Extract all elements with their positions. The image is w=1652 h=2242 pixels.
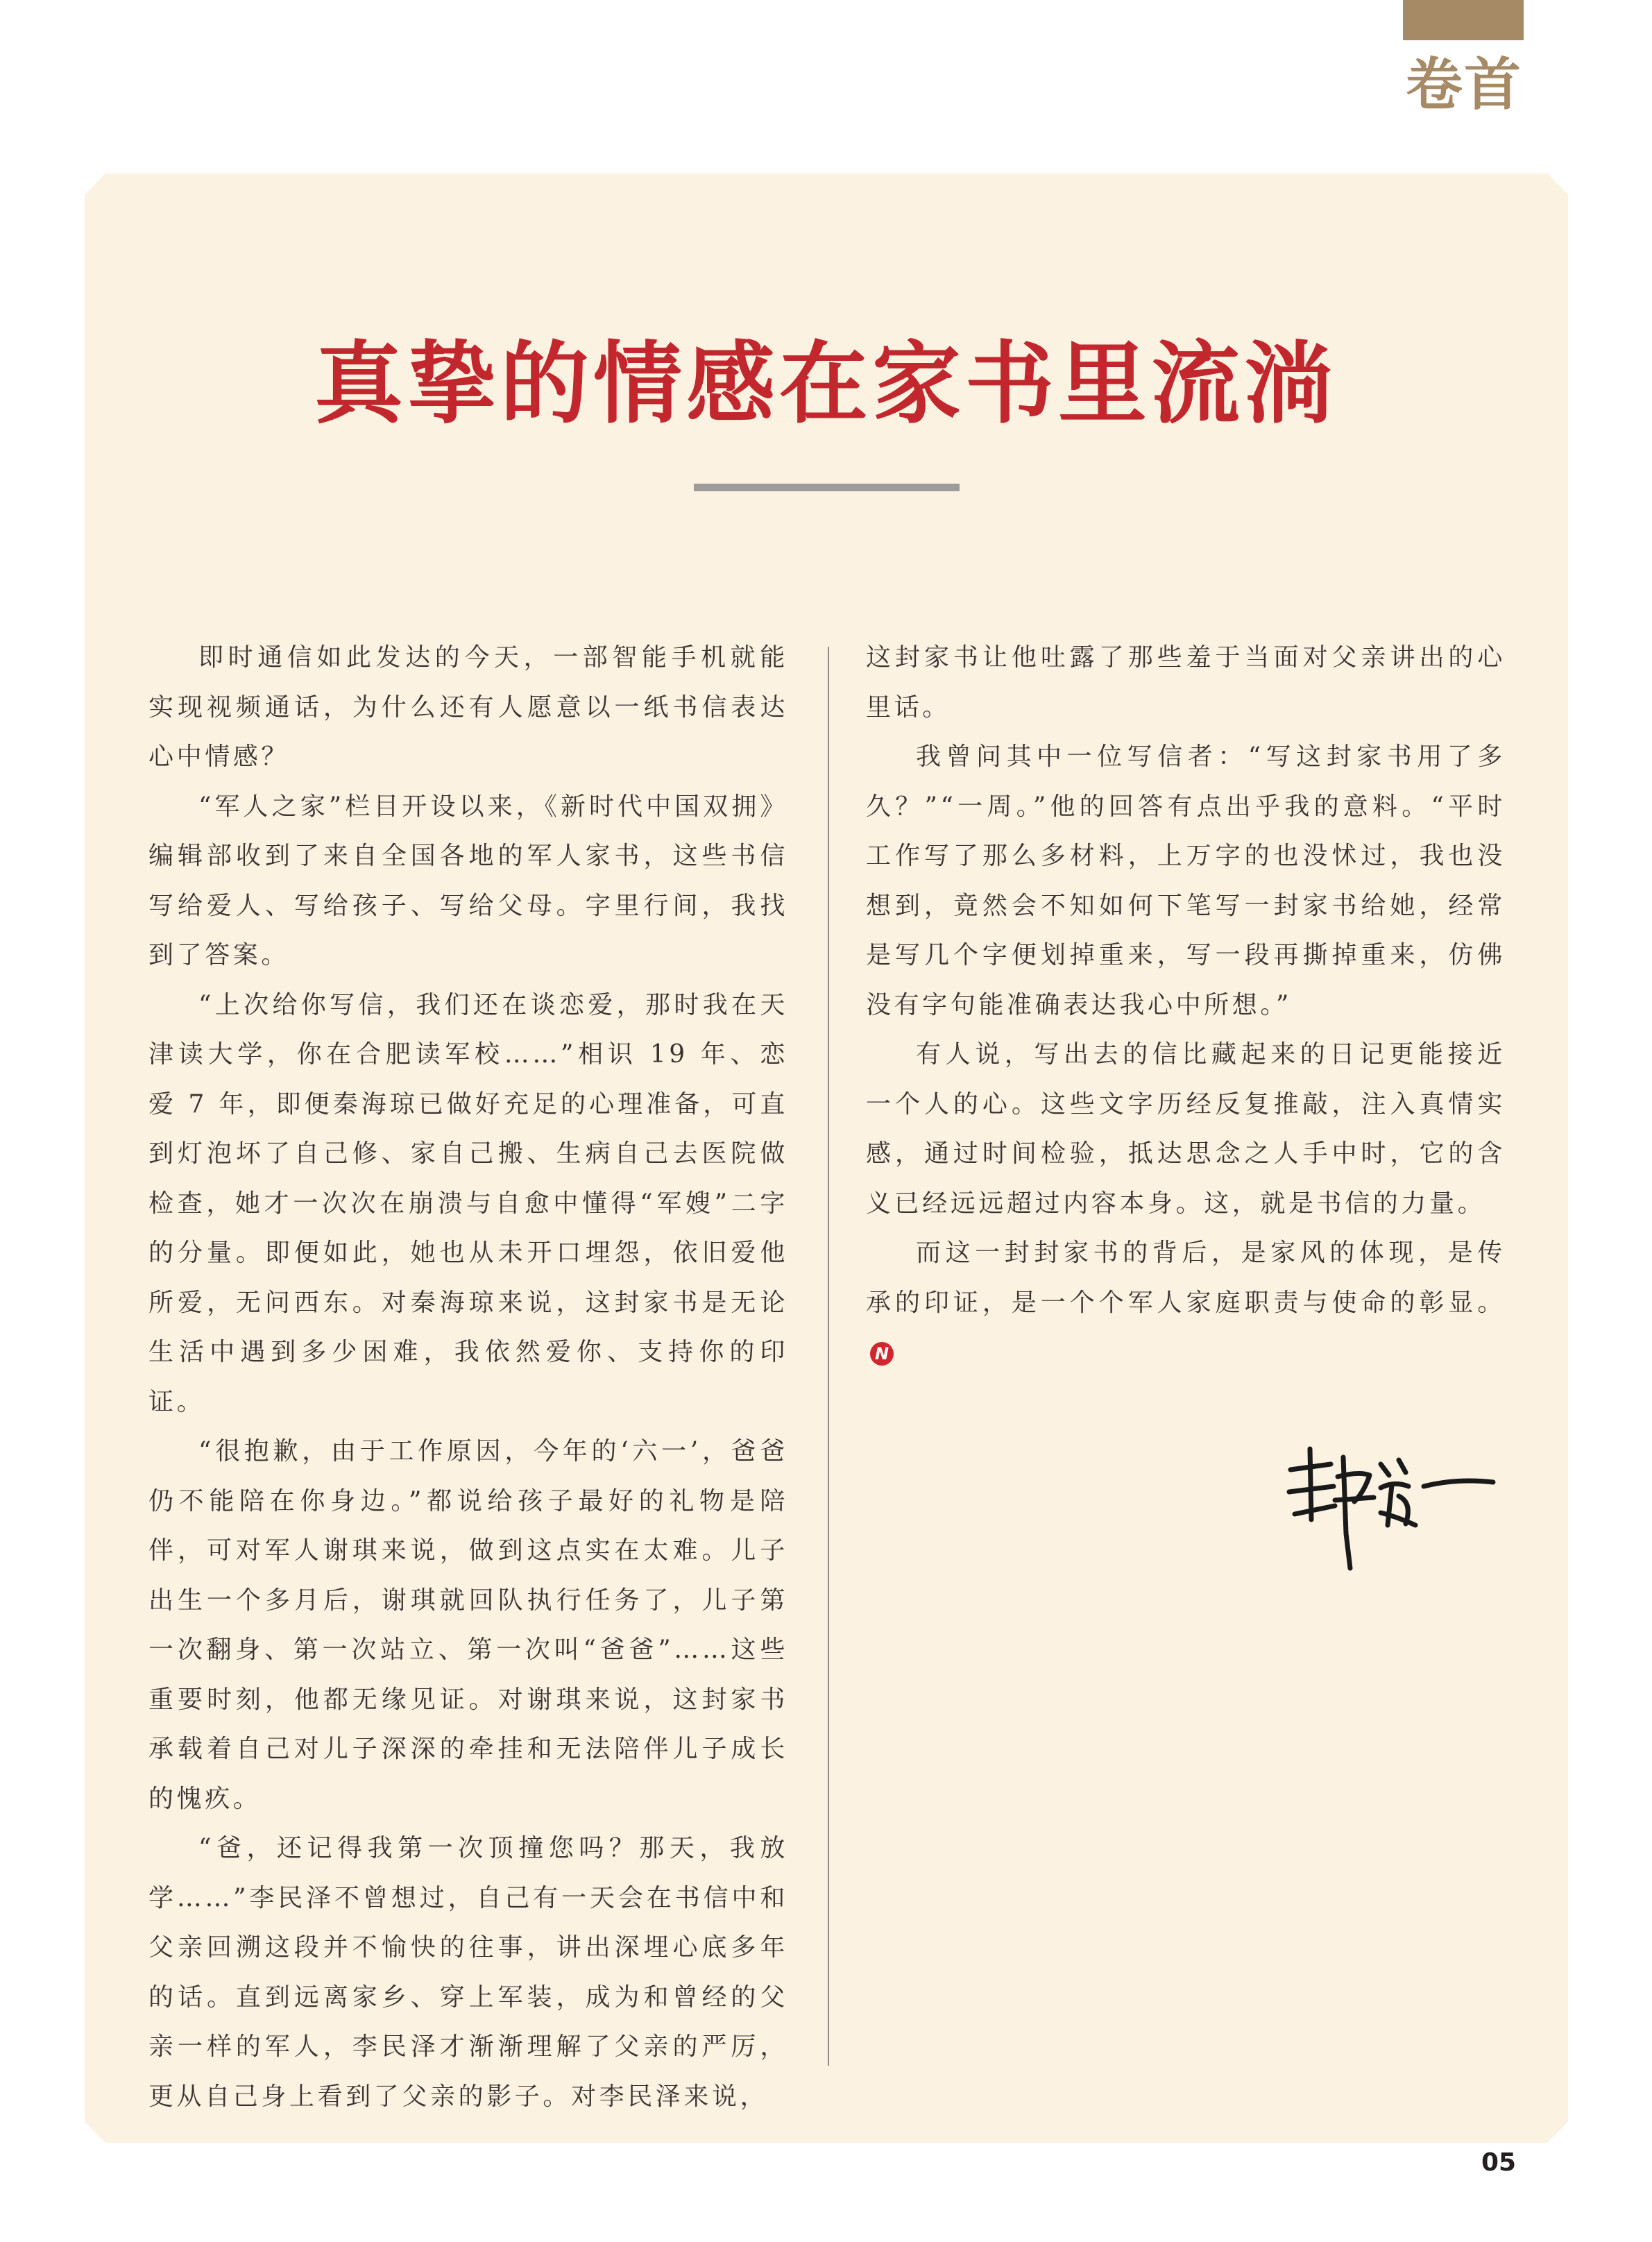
end-mark-icon: N: [870, 1342, 894, 1366]
paragraph: “军人之家”栏目开设以来，《新时代中国双拥》编辑部收到了来自全国各地的军人家书，这些书信写给爱人、写给孩子、写给父母。字里行间，我找到了答案。: [148, 792, 788, 969]
author-signature: [1277, 1436, 1499, 1575]
paragraph: “上次给你写信，我们还在谈恋爱，那时我在天津读大学，你在合肥读军校……”相识 19 年、恋爱 7 年，即便秦海琼已做好充足的心理准备，可直到灯泡坏了自己修、家自己搬、生病自己去医院做检查，她才一次次在崩溃与自愈中懂得“军嫂”二字的分量。即便如此，她也从未开口埋怨，依旧爱他所爱，无问西东。对秦海琼来说，这封家书是无论生活中遇到多少困难，我依然爱你、支持你的印证。: [148, 990, 788, 1416]
paragraph-text: 而这一封封家书的背后，是家风的体现，是传承的印证，是一个个军人家庭职责与使命的彰显。: [866, 1239, 1506, 1317]
title-underline: [694, 484, 960, 491]
paragraph: “很抱歉，由于工作原因，今年的‘六一’，爸爸仍不能陪在你身边。”都说给孩子最好的礼物是陪伴，可对军人谢琪来说，做到这点实在太难。儿子出生一个多月后，谢琪就回队执行任务了，儿子第一次翻身、第一次站立、第一次叫“爸爸”……这些重要时刻，他都无缘见证。对谢琪来说，这封家书承载着自己对儿子深深的牵挂和无法陪伴儿子成长的愧疚。: [148, 1437, 788, 1813]
paragraph-continuation: 这封家书让他吐露了那些羞于当面对父亲讲出的心里话。: [866, 643, 1506, 722]
section-tab-bar: [1403, 0, 1524, 40]
column-divider: [828, 647, 829, 2066]
article-title: 真挚的情感在家书里流淌: [314, 332, 1337, 436]
article-column-right: [866, 633, 1506, 1377]
paragraph-final: [866, 1228, 1506, 1377]
article-column-left: [148, 633, 788, 2121]
paragraph: 即时通信如此发达的今天，一部智能手机就能实现视频通话，为什么还有人愿意以一纸书信表达心中情感？: [148, 643, 788, 771]
paragraph: 有人说，写出去的信比藏起来的日记更能接近一个人的心。这些文字历经反复推敲，注入真情实感，通过时间检验，抵达思念之人手中时，它的含义已经远远超过内容本身。这，就是书信的力量。: [866, 1040, 1506, 1218]
paragraph: 我曾问其中一位写信者：“写这封家书用了多久？”“一周。”他的回答有点出乎我的意料。“平时工作写了那么多材料，上万字的也没怵过，我也没想到，竟然会不知如何下笔写一封家书给她，经常是写几个字便划掉重来，写一段再撕掉重来，仿佛没有字句能准确表达我心中所想。”: [866, 742, 1506, 1019]
paragraph: “爸，还记得我第一次顶撞您吗？那天，我放学……”李民泽不曾想过，自己有一天会在书信中和父亲回溯这段并不愉快的往事，讲出深埋心底多年的话。直到远离家乡、穿上军装，成为和曾经的父亲一样的军人，李民泽才渐渐理解了父亲的严厉，更从自己身上看到了父亲的影子。对李民泽来说，: [148, 1834, 788, 2111]
section-label: 卷首: [1405, 52, 1522, 118]
page-number: 05: [1481, 2148, 1517, 2177]
